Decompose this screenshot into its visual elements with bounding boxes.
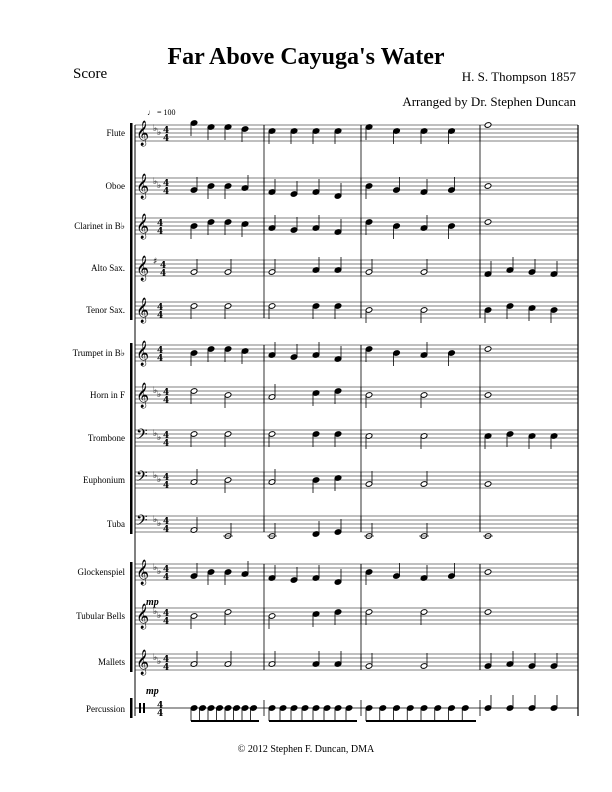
- flat-icon: ♭: [157, 657, 162, 667]
- time-signature-bottom: 4: [157, 709, 164, 719]
- time-signature-top: 4: [157, 303, 164, 313]
- time-signature-top: 4: [163, 565, 170, 575]
- arranger-credit: Arranged by Dr. Stephen Duncan: [402, 94, 576, 109]
- time-signature-top: 4: [163, 609, 170, 619]
- time-signature-bottom: 4: [157, 311, 164, 321]
- note-head: [484, 609, 492, 616]
- instrument-label: Oboe: [105, 181, 125, 191]
- treble-clef-icon: 𝄞: [136, 121, 150, 146]
- instrument-label: Trumpet in B♭: [72, 348, 125, 358]
- time-signature-bottom: 4: [157, 227, 164, 237]
- time-signature-bottom: 4: [163, 525, 170, 535]
- time-signature-top: 4: [163, 388, 170, 398]
- instrument-label: Euphonium: [83, 475, 125, 485]
- bass-clef-icon: 𝄢: [136, 468, 148, 489]
- treble-clef-icon: 𝄞: [136, 604, 150, 629]
- flat-icon: ♭: [153, 653, 158, 663]
- time-signature-top: 4: [163, 179, 170, 189]
- time-signature-top: 4: [163, 517, 170, 527]
- flat-icon: ♭: [153, 515, 158, 525]
- flat-icon: ♭: [157, 181, 162, 191]
- percussion-clef-icon: [143, 703, 145, 713]
- flat-icon: ♭: [153, 386, 158, 396]
- time-signature-bottom: 4: [160, 269, 167, 279]
- composer-credit: H. S. Thompson 1857: [461, 69, 576, 84]
- group-bracket: [130, 562, 133, 672]
- time-signature-bottom: 4: [163, 481, 170, 491]
- time-signature-top: 4: [160, 261, 167, 271]
- percussion-clef-icon: [139, 703, 141, 713]
- treble-clef-icon: 𝄞: [136, 298, 150, 323]
- instrument-label: Glockenspiel: [77, 567, 125, 577]
- note-head: [484, 219, 492, 226]
- flat-icon: ♭: [157, 390, 162, 400]
- time-signature-top: 4: [163, 655, 170, 665]
- flat-icon: ♭: [153, 471, 158, 481]
- time-signature-bottom: 4: [163, 439, 170, 449]
- time-signature-top: 4: [163, 126, 170, 136]
- group-bracket: [130, 343, 133, 534]
- bass-clef-icon: 𝄢: [136, 426, 148, 447]
- time-signature-top: 4: [157, 701, 164, 711]
- time-signature-top: 4: [157, 346, 164, 356]
- instrument-label: Flute: [106, 128, 125, 138]
- time-signature-bottom: 4: [163, 187, 170, 197]
- note-head: [484, 392, 492, 399]
- instrument-label: Trombone: [87, 433, 125, 443]
- flat-icon: ♭: [157, 519, 162, 529]
- group-bracket: [130, 123, 133, 320]
- flat-icon: ♭: [153, 124, 158, 134]
- tempo-marking: ♩ = 100: [147, 108, 176, 117]
- time-signature-bottom: 4: [157, 354, 164, 364]
- instrument-label: Mallets: [98, 657, 125, 667]
- instrument-label: Tenor Sax.: [86, 305, 125, 315]
- note-head: [484, 183, 492, 190]
- treble-clef-icon: 𝄞: [136, 174, 150, 199]
- instrument-label: Alto Sax.: [90, 263, 125, 273]
- note-head: [484, 346, 492, 353]
- treble-clef-icon: 𝄞: [136, 341, 150, 366]
- instrument-label: Clarinet in B♭: [74, 221, 125, 231]
- time-signature-top: 4: [163, 473, 170, 483]
- time-signature-bottom: 4: [163, 573, 170, 583]
- instrument-label: Percussion: [86, 704, 125, 714]
- flat-icon: ♭: [157, 475, 162, 485]
- time-signature-bottom: 4: [163, 396, 170, 406]
- instrument-label: Tubular Bells: [76, 611, 125, 621]
- flat-icon: ♭: [157, 128, 162, 138]
- flat-icon: ♭: [157, 433, 162, 443]
- flat-icon: ♭: [153, 177, 158, 187]
- time-signature-bottom: 4: [163, 663, 170, 673]
- bass-clef-icon: 𝄢: [136, 512, 148, 533]
- page-title: Far Above Cayuga's Water: [167, 44, 445, 70]
- treble-clef-icon: 𝄞: [136, 256, 150, 281]
- dynamic-percussion: mp: [146, 686, 159, 697]
- flat-icon: ♭: [157, 567, 162, 577]
- time-signature-top: 4: [163, 431, 170, 441]
- group-bracket: [130, 698, 133, 718]
- treble-clef-icon: 𝄞: [136, 383, 150, 408]
- treble-clef-icon: 𝄞: [136, 214, 150, 239]
- treble-clef-icon: 𝄞: [136, 560, 150, 585]
- note-head: [484, 481, 492, 488]
- time-signature-top: 4: [157, 219, 164, 229]
- note-head: [484, 569, 492, 576]
- dynamic-glockenspiel: mp: [146, 597, 159, 608]
- score-label: Score: [73, 66, 108, 82]
- copyright-footer: © 2012 Stephen F. Duncan, DMA: [237, 744, 375, 755]
- flat-icon: ♭: [153, 429, 158, 439]
- note-head: [484, 122, 492, 129]
- flat-icon: ♭: [153, 607, 158, 617]
- instrument-label: Horn in F: [89, 390, 125, 400]
- flat-icon: ♭: [157, 611, 162, 621]
- flat-icon: ♭: [153, 563, 158, 573]
- time-signature-bottom: 4: [163, 134, 170, 144]
- sharp-icon: ♯: [153, 257, 158, 267]
- instrument-label: Tuba: [106, 519, 125, 529]
- time-signature-bottom: 4: [163, 617, 170, 627]
- treble-clef-icon: 𝄞: [136, 650, 150, 675]
